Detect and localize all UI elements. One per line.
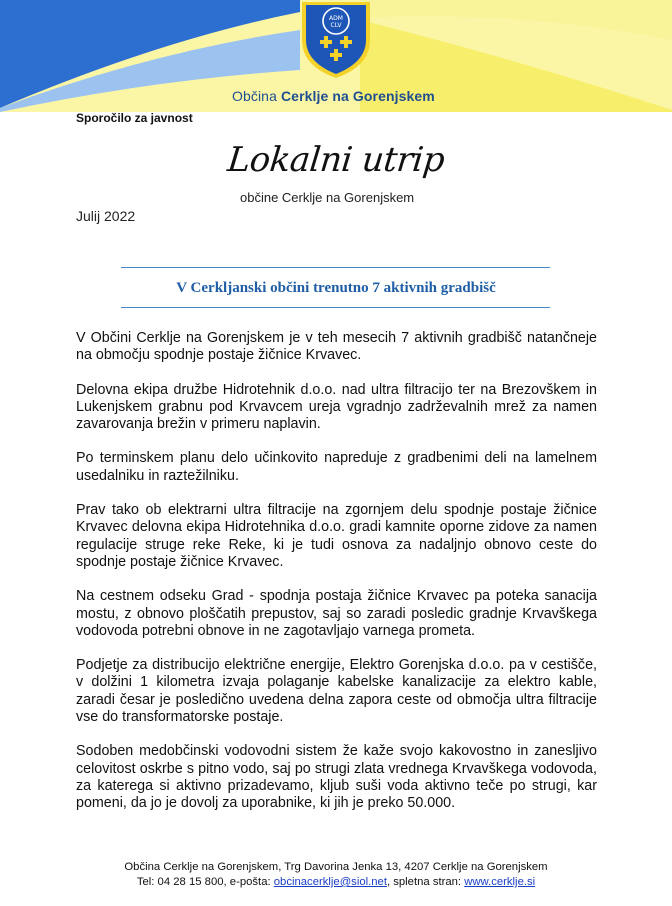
footer-address: Občina Cerklje na Gorenjskem, Trg Davorina Jenka 13, 4207 Cerklje na Gorenjskem xyxy=(124,861,548,873)
page-footer xyxy=(0,860,672,890)
website-link[interactable]: www.cerklje.si xyxy=(464,876,536,888)
paragraph-3: Po terminskem planu delo učinkovito napreduje z gradbenimi deli na lamelnem usedalniku in raztežilniku. xyxy=(76,450,597,484)
footer-phone: Tel: 04 28 15 800, e-pošta: xyxy=(136,876,274,888)
press-release-label: Sporočilo za javnost xyxy=(76,111,193,125)
footer-web-label: , spletna stran: xyxy=(386,876,465,888)
paragraph-5: Na cestnem odseku Grad - spodnja postaja žičnice Krvavec pa poteka sanacija mostu, z obnovo ploščatih prepustov, saj so zaradi posledic gradnje Krvavškega vodovoda potrebni obnove in ne zagotavljajo varnega prometa. xyxy=(76,588,597,639)
municipality-name xyxy=(232,88,435,104)
municipality-crest-icon xyxy=(299,0,373,80)
paragraph-6: Podjetje za distribucijo električne energije, Elektro Gorenjska d.o.o. pa v cestišče, v dolžini 1 kilometra izvaja polaganje kabelske kanalizacije za elektro kable, zaradi česar je posledično uvedena delna zapora ceste od območja ultra filtracije vse do transformatorske postaje. xyxy=(76,657,597,726)
svg-text:CLV: CLV xyxy=(330,22,342,29)
article-headline: V Cerkljanski občini trenutno 7 aktivnih gradbišč xyxy=(176,280,496,296)
footer-contact xyxy=(0,875,672,890)
document-date: Julij 2022 xyxy=(76,208,136,224)
page-header xyxy=(0,0,672,112)
headline-rule-bottom xyxy=(121,307,550,308)
document-title: Lokalni utrip xyxy=(225,140,447,180)
email-link[interactable]: obcinacerklje@siol.net xyxy=(273,876,387,888)
paragraph-7: Sodoben medobčinski vodovodni sistem že kaže svojo kakovostno in zanesljivo celovitost oskrbe s pitno vodo, saj po strugi zlata vrednega Krvavškega vodovoda, za katerega si aktivno prizadevamo, kljub suši voda aktivno teče po strugi, kar pomeni, da jo je dovolj za uporabnike, ki jih je preko 50.000. xyxy=(76,743,597,812)
paragraph-2: Delovna ekipa družbe Hidrotehnik d.o.o. nad ultra filtracijo ter na Brezovškem in Lukenjskem grabnu pod Krvavcem ureja vgradnjo zadrževalnih mrež za namen zavarovanja brežin v primeru naplavin. xyxy=(76,381,597,433)
document-subtitle: občine Cerklje na Gorenjskem xyxy=(240,190,415,205)
crest-monogram: ADM xyxy=(329,15,343,22)
municipality-prefix: Občina xyxy=(232,88,277,104)
paragraph-4: Prav tako ob elektrarni ultra filtracije na zgornjem delu spodnje postaje žičnice Krvavec delovna ekipa Hidrotehnika d.o.o. gradi kamnite oporne zidove za namen regulacije struge reke Reke, ki je tudi osnova za nadaljnjo obnovo ceste do spodnje postaje žičnice Krvavec. xyxy=(76,502,597,570)
municipality-title: Cerklje na Gorenjskem xyxy=(280,88,435,104)
article-body xyxy=(76,330,597,830)
paragraph-1: V Občini Cerklje na Gorenjskem je v teh mesecih 7 aktivnih gradbišč natančneje na območju spodnje postaje žičnice Krvavec. xyxy=(76,330,597,364)
headline-rule-top xyxy=(121,267,550,268)
